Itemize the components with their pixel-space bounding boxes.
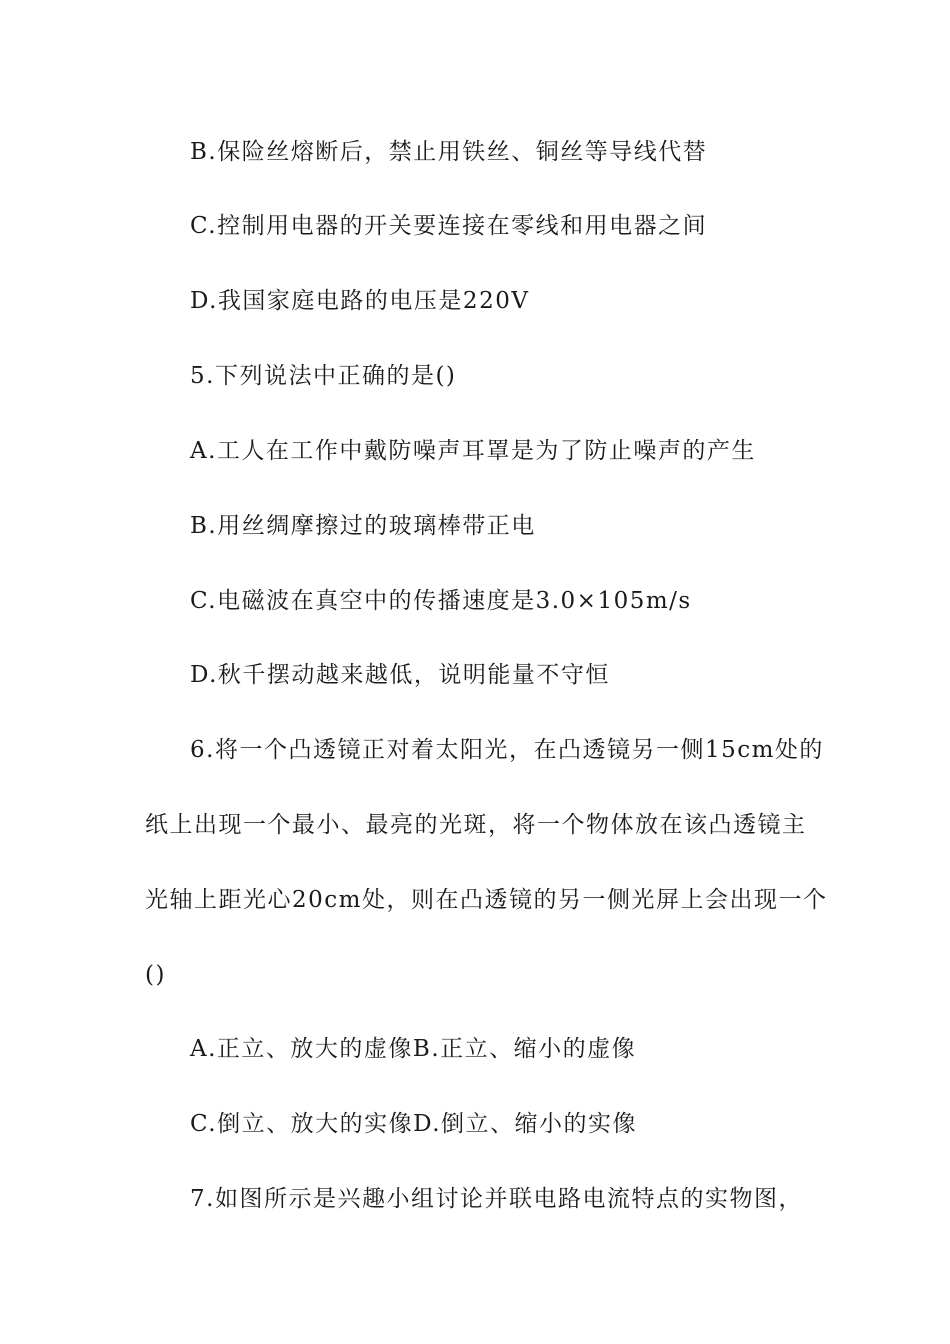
option-c-switch: C.控制用电器的开关要连接在零线和用电器之间	[190, 213, 708, 239]
question-6-stem-line-2: 纸上出现一个最小、最亮的光斑，将一个物体放在该凸透镜主	[145, 812, 807, 838]
question-5-option-b: B.用丝绸摩擦过的玻璃棒带正电	[190, 513, 536, 539]
question-6-stem-line-3: 光轴上距光心20cm处，则在凸透镜的另一侧光屏上会出现一个	[145, 887, 828, 913]
question-5-option-d: D.秋千摆动越来越低，说明能量不守恒	[190, 662, 610, 688]
question-6-options-ab: A.正立、放大的虚像B.正立、缩小的虚像	[190, 1036, 637, 1062]
question-7-stem: 7.如图所示是兴趣小组讨论并联电路电流特点的实物图，	[190, 1186, 803, 1212]
question-5-option-a: A.工人在工作中戴防噪声耳罩是为了防止噪声的产生	[190, 438, 756, 464]
question-5-stem: 5.下列说法中正确的是()	[190, 363, 457, 389]
question-5-option-c: C.电磁波在真空中的传播速度是3.0×105m/s	[190, 588, 692, 614]
question-6-stem-line-1: 6.将一个凸透镜正对着太阳光，在凸透镜另一侧15cm处的	[190, 737, 824, 763]
question-6-stem-line-4: ()	[145, 962, 166, 988]
question-6-options-cd: C.倒立、放大的实像D.倒立、缩小的实像	[190, 1111, 638, 1137]
option-d-voltage: D.我国家庭电路的电压是220V	[190, 288, 530, 314]
option-b-fuse: B.保险丝熔断后，禁止用铁丝、铜丝等导线代替	[190, 139, 708, 165]
